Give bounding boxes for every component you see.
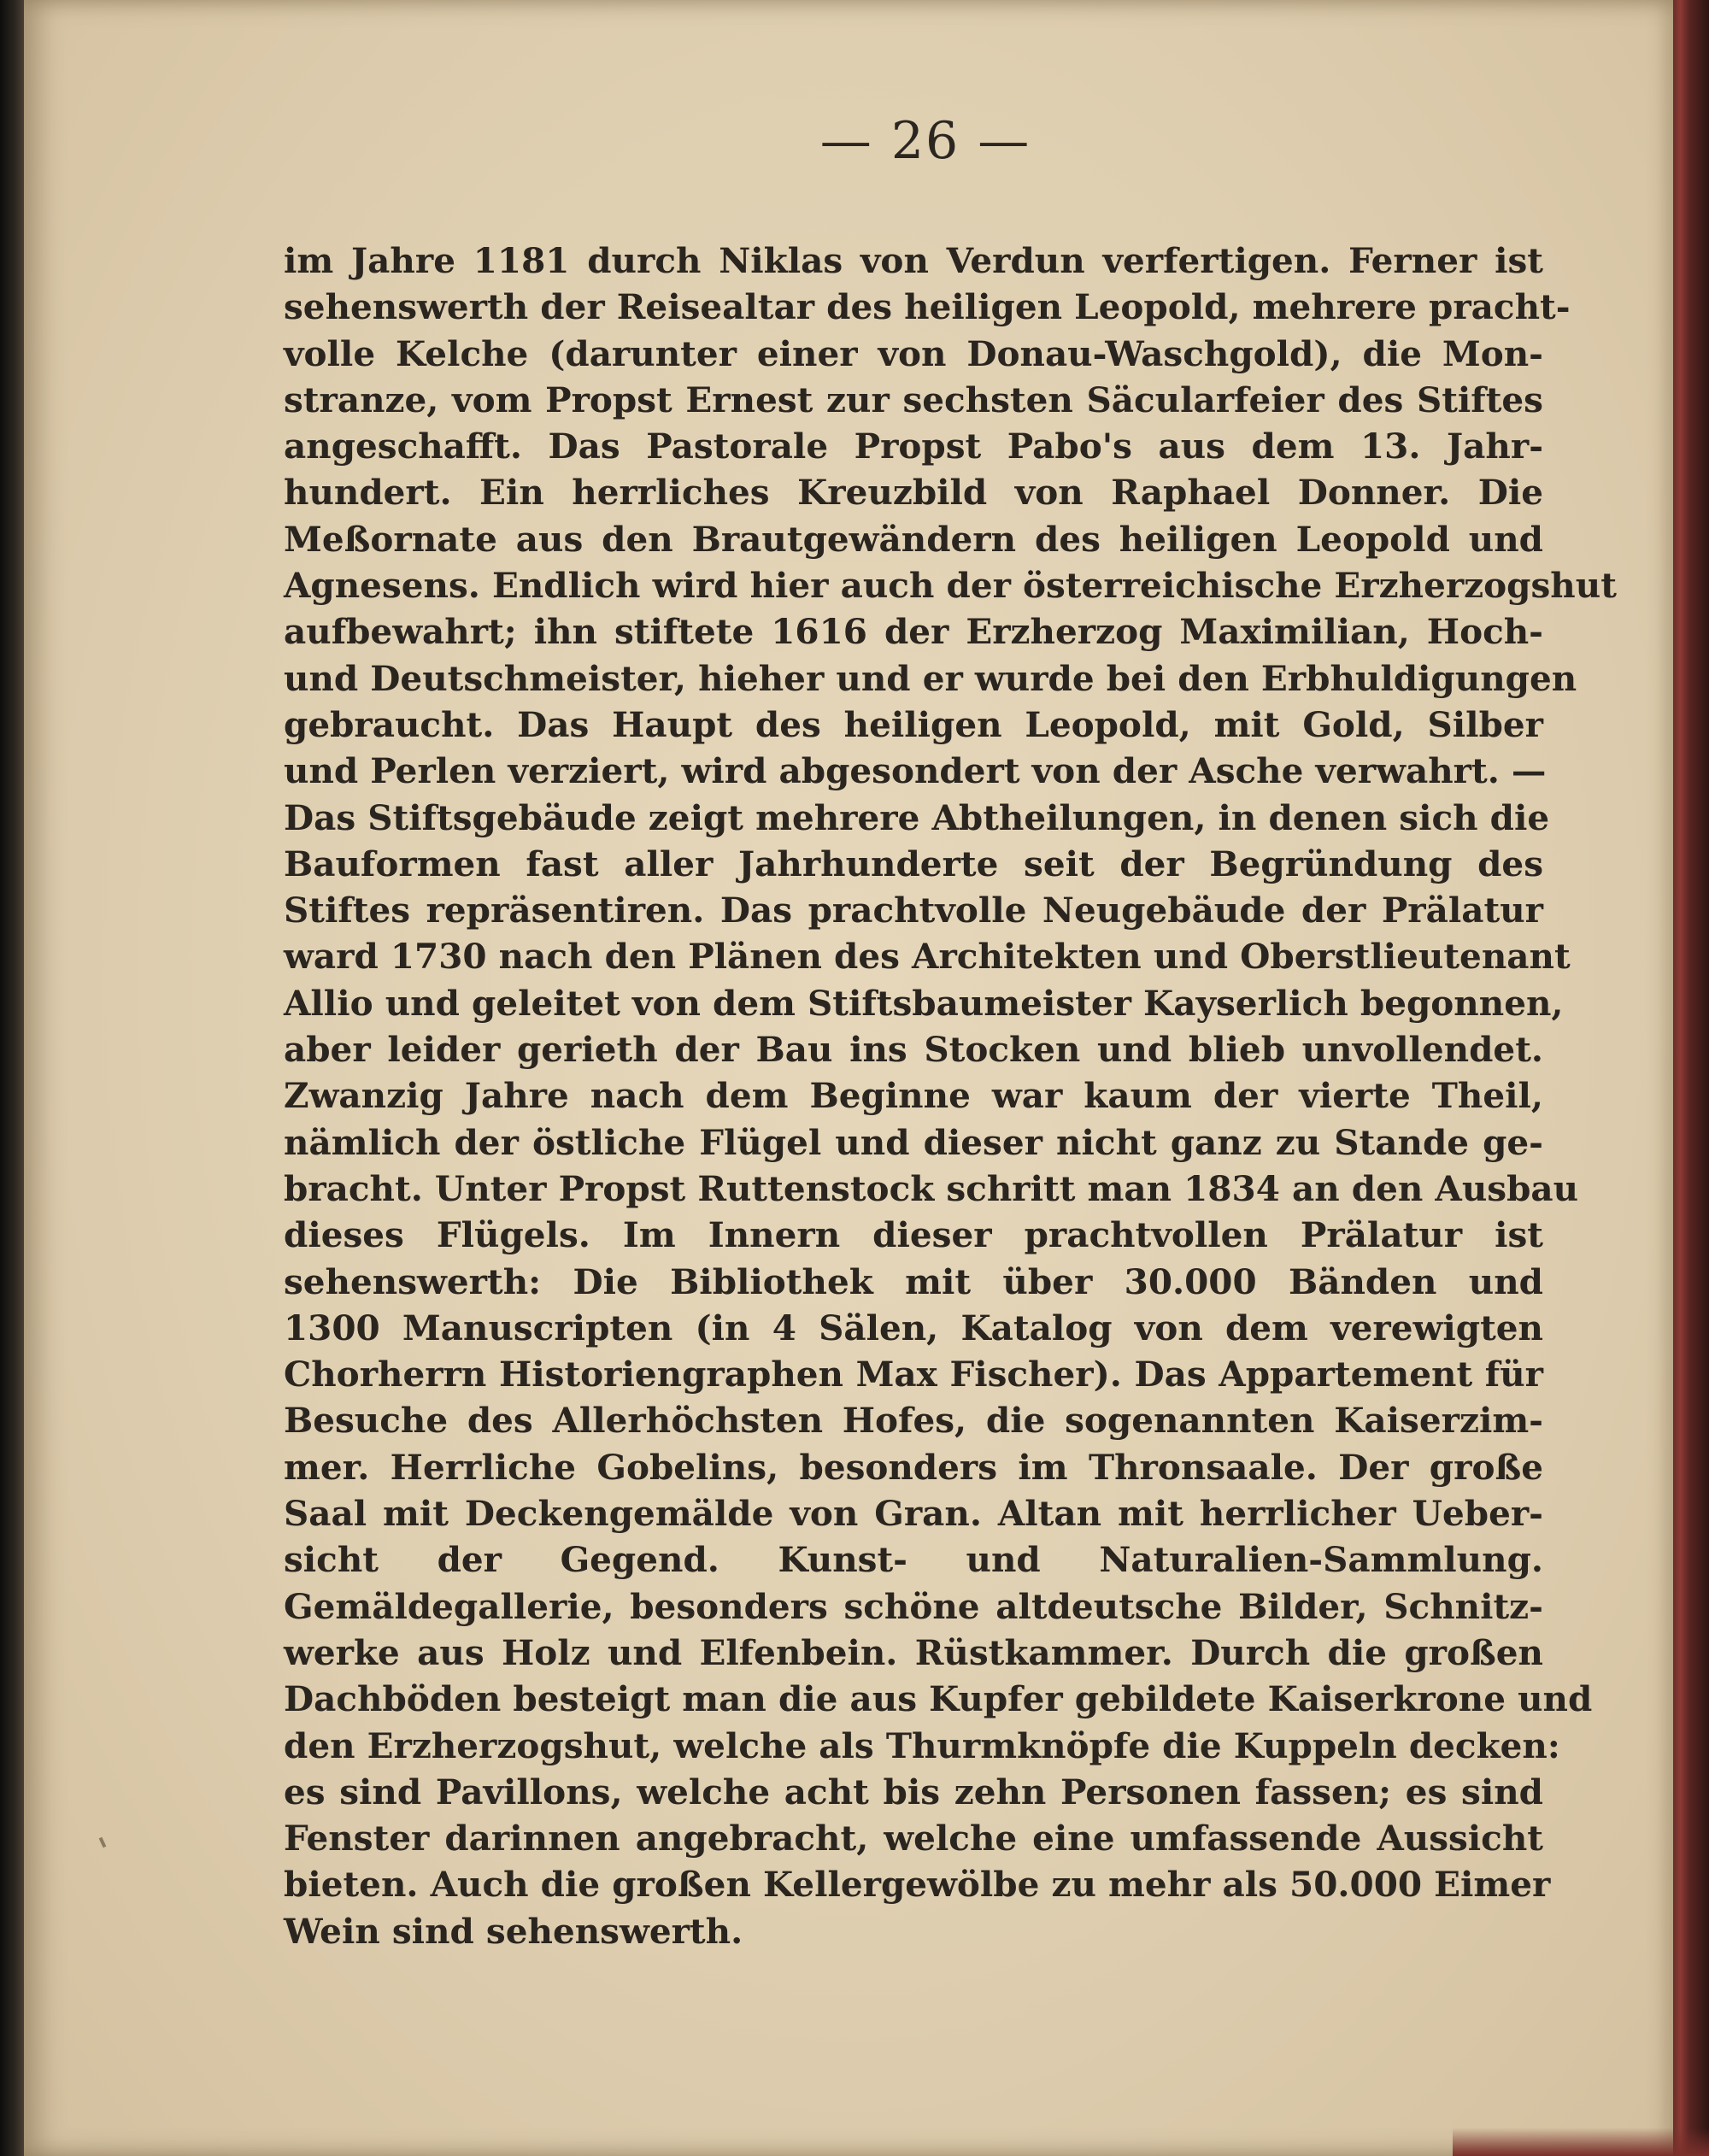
text-line: bracht. Unter Propst Ruttenstock schritt man 1834 an den Ausbau <box>284 1167 1579 1209</box>
text-line: Stiftes repräsentiren. Das prachtvolle Neugebäude der Prälatur <box>284 890 1543 931</box>
text-line: Agnesens. Endlich wird hier auch der österreichische Erzherzogshut <box>284 565 1617 607</box>
text-line: werke aus Holz und Elfenbein. Rüstkammer. Durch die großen <box>284 1631 1543 1673</box>
text-line: und Deutschmeister, hieher und er wurde bei den Erbhuldigungen <box>284 657 1577 699</box>
text-line: sehenswerth der Reisealtar des heiligen Leopold, mehrere pracht- <box>284 286 1571 328</box>
text-line: nämlich der östliche Flügel und dieser nicht ganz zu Stande ge- <box>284 1121 1543 1163</box>
text-line: den Erzherzogshut, welche als Thurmknöpfe die Kuppeln decken: <box>284 1724 1560 1766</box>
text-line: Chorherrn Historiengraphen Max Fischer). Das Appartement für <box>284 1354 1543 1395</box>
text-line: es sind Pavillons, welche acht bis zehn Personen fassen; es sind <box>284 1771 1543 1812</box>
left-binding <box>0 0 24 2156</box>
body-text <box>284 238 1617 1954</box>
text-line: sehenswerth: Die Bibliothek mit über 30.000 Bänden und <box>284 1260 1543 1302</box>
text-line: im Jahre 1181 durch Niklas von Verdun verfertigen. Ferner ist <box>284 240 1543 281</box>
text-line-last: Wein sind sehenswerth. <box>284 1910 743 1952</box>
text-line: Besuche des Allerhöchsten Hofes, die sogenannten Kaiserzim- <box>284 1400 1543 1442</box>
text-line: gebraucht. Das Haupt des heiligen Leopold, mit Gold, Silber <box>284 703 1543 745</box>
text-line: sicht der Gegend. Kunst- und Naturalien-Sammlung. <box>284 1539 1543 1581</box>
book-edge-bottom <box>1453 2128 1709 2156</box>
text-line: Das Stiftsgebäude zeigt mehrere Abtheilungen, in denen sich die <box>284 796 1550 838</box>
text-line: aufbewahrt; ihn stiftete 1616 der Erzherzog Maximilian, Hoch- <box>284 611 1543 653</box>
text-line: ward 1730 nach den Plänen des Architekten und Oberstlieutenant <box>284 936 1571 978</box>
text-line: stranze, vom Propst Ernest zur sechsten Säcularfeier des Stiftes <box>284 379 1543 420</box>
text-line: Meßornate aus den Brautgewändern des heiligen Leopold und <box>284 518 1543 560</box>
book-page <box>24 0 1673 2156</box>
text-line: angeschafft. Das Pastorale Propst Pabo's aus dem 13. Jahr- <box>284 426 1543 467</box>
text-line: dieses Flügels. Im Innern dieser prachtvollen Prälatur ist <box>284 1214 1543 1256</box>
text-line: Fenster darinnen angebracht, welche eine umfassende Aussicht <box>284 1818 1543 1859</box>
book-edge-right <box>1673 0 1709 2156</box>
text-line: volle Kelche (darunter einer von Donau-Waschgold), die Mon- <box>284 332 1543 374</box>
page-number: — 26 — <box>819 111 1031 171</box>
text-line: Allio und geleitet von dem Stiftsbaumeister Kayserlich begonnen, <box>284 982 1564 1024</box>
text-line: Saal mit Deckengemälde von Gran. Altan mit herrlicher Ueber- <box>284 1493 1543 1535</box>
text-line: Bauformen fast aller Jahrhunderte seit der Begründung des <box>284 843 1543 884</box>
text-line: Zwanzig Jahre nach dem Beginne war kaum der vierte Theil, <box>284 1075 1543 1117</box>
text-line: Dachböden besteigt man die aus Kupfer gebildete Kaiserkrone und <box>284 1678 1593 1720</box>
text-line: und Perlen verziert, wird abgesondert von der Asche verwahrt. — <box>284 750 1547 792</box>
text-line: 1300 Manuscripten (in 4 Sälen, Katalog von dem verewigten <box>284 1307 1543 1348</box>
paper-speck <box>99 1837 107 1848</box>
text-line: bieten. Auch die großen Kellergewölbe zu mehr als 50.000 Eimer <box>284 1864 1551 1906</box>
text-line: aber leider gerieth der Bau ins Stocken und blieb unvollendet. <box>284 1029 1543 1071</box>
text-line: hundert. Ein herrliches Kreuzbild von Raphael Donner. Die <box>284 472 1543 514</box>
text-line: Gemäldegallerie, besonders schöne altdeutsche Bilder, Schnitz- <box>284 1585 1543 1627</box>
text-line: mer. Herrliche Gobelins, besonders im Thronsaale. Der große <box>284 1446 1543 1488</box>
